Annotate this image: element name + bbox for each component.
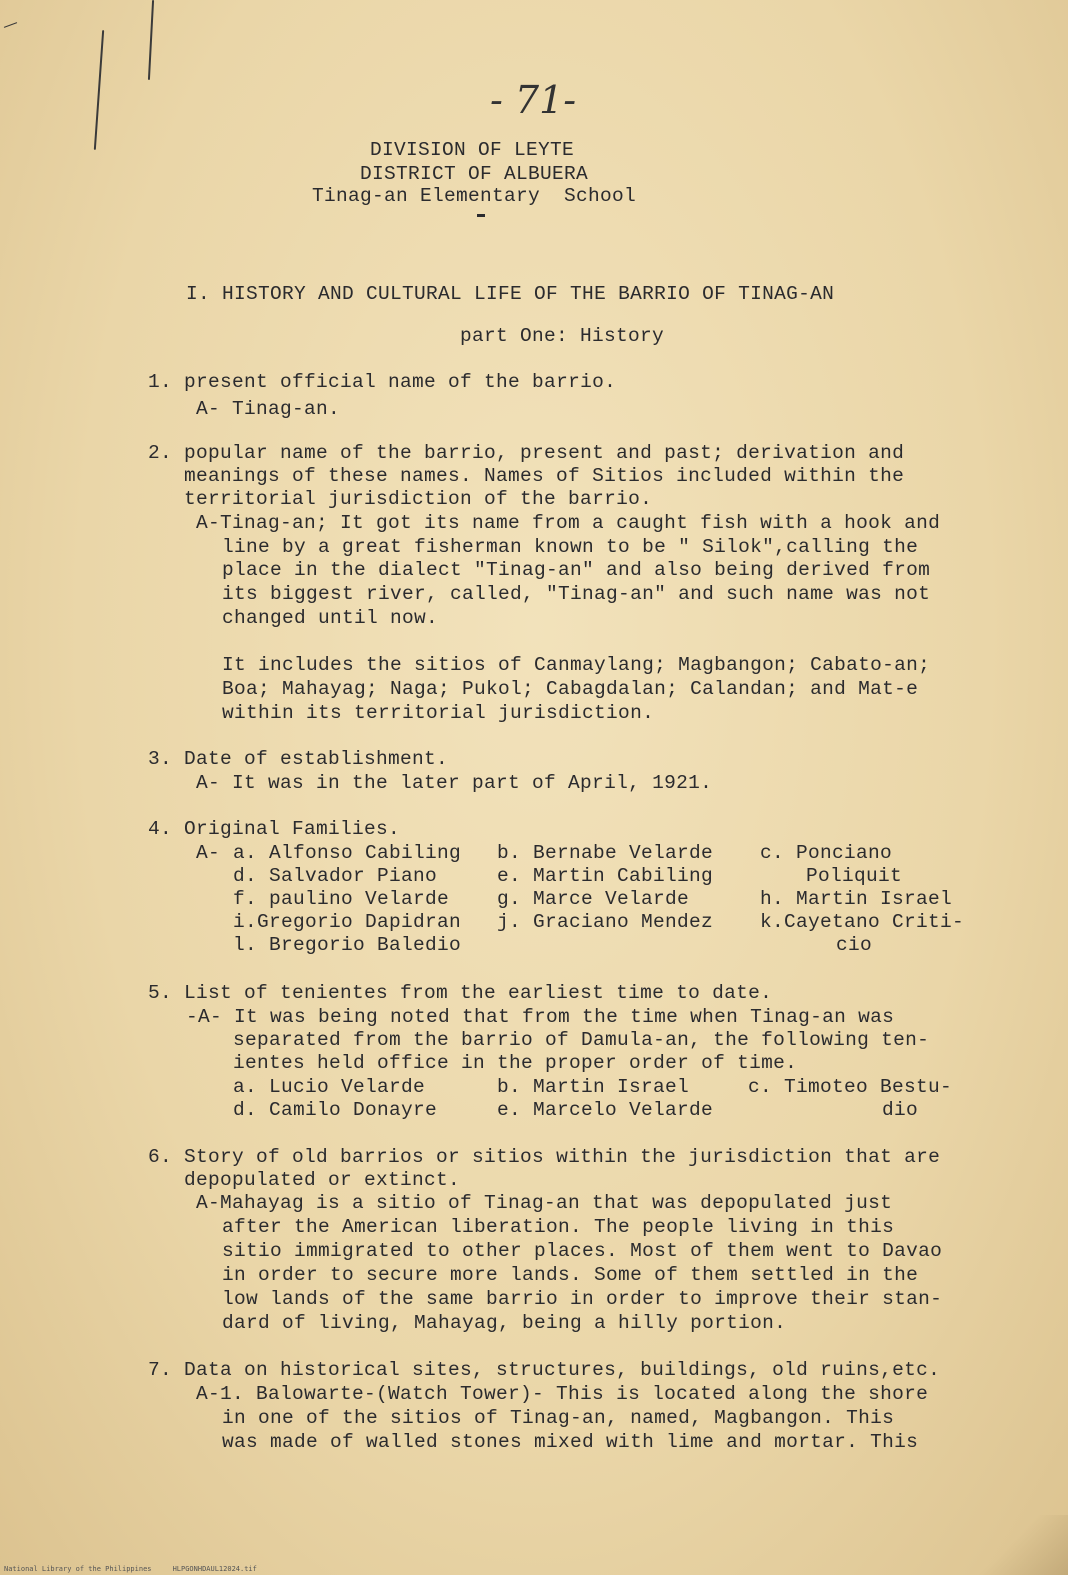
family-name: k.Cayetano Criti- — [760, 911, 965, 933]
family-name: g. Marce Velarde — [497, 888, 690, 910]
family-name: b. Bernabe Velarde — [497, 842, 714, 864]
item-4-prefix: A- — [196, 842, 221, 864]
teniente-name: b. Martin Israel — [497, 1076, 690, 1098]
item-5-answer-line: ientes held office in the proper order of time. — [233, 1052, 798, 1074]
item-4-question: 4. Original Families. — [148, 818, 401, 840]
teniente-name: c. Timoteo Bestu- — [748, 1076, 953, 1098]
pen-stroke — [94, 30, 104, 150]
item-2-sitios-line: within its territorial jurisdiction. — [222, 702, 655, 724]
part-title: part One: History — [460, 325, 665, 347]
family-name: a. Alfonso Cabiling — [233, 842, 462, 864]
pen-stroke — [148, 0, 154, 80]
item-6-answer-line: after the American liberation. The people living in this — [222, 1216, 895, 1238]
teniente-name: e. Marcelo Velarde — [497, 1099, 714, 1121]
header-dash — [477, 214, 485, 217]
family-name: cio — [800, 934, 873, 956]
item-5-question: 5. List of tenientes from the earliest time to date. — [148, 982, 773, 1004]
family-name: f. paulino Velarde — [233, 888, 450, 910]
item-2-sitios-line: It includes the sitios of Canmaylang; Magbangon; Cabato-an; — [222, 654, 931, 676]
item-2-answer-line: A-Tinag-an; It got its name from a caught fish with a hook and — [196, 512, 941, 534]
item-6-question-line: depopulated or extinct. — [184, 1169, 461, 1191]
item-2-answer-line: line by a great fisherman known to be " Silok",calling the — [222, 536, 919, 558]
item-7-answer-line: A-1. Balowarte-(Watch Tower)- This is located along the shore — [196, 1383, 929, 1405]
header-division: DIVISION OF LEYTE — [370, 139, 575, 161]
family-name: Poliquit — [770, 865, 903, 887]
family-name: i.Gregorio Dapidran — [233, 911, 462, 933]
item-5-answer-line: -A- It was being noted that from the time when Tinag-an was — [186, 1006, 895, 1028]
pen-tick — [4, 22, 17, 28]
section-title: I. HISTORY AND CULTURAL LIFE OF THE BARRIO OF TINAG-AN — [186, 283, 835, 305]
family-name: c. Ponciano — [760, 842, 893, 864]
teniente-name: d. Camilo Donayre — [233, 1099, 438, 1121]
item-6-answer-line: in order to secure more lands. Some of them settled in the — [222, 1264, 919, 1286]
item-1-answer: A- Tinag-an. — [196, 398, 341, 420]
item-2-question-line: territorial jurisdiction of the barrio. — [184, 488, 653, 510]
item-2-answer-line: place in the dialect "Tinag-an" and also being derived from — [222, 559, 931, 581]
header-school: Tinag-an Elementary School — [312, 185, 637, 207]
item-2-answer-line: its biggest river, called, "Tinag-an" and such name was not — [222, 583, 931, 605]
item-3-answer: A- It was in the later part of April, 1921. — [196, 772, 713, 794]
item-7-answer-line: in one of the sitios of Tinag-an, named, Magbangon. This — [222, 1407, 895, 1429]
family-name: e. Martin Cabiling — [497, 865, 714, 887]
item-6-answer-line: A-Mahayag is a sitio of Tinag-an that was depopulated just — [196, 1192, 893, 1214]
item-6-question-line: 6. Story of old barrios or sitios within the jurisdiction that are — [148, 1146, 941, 1168]
teniente-name: dio — [846, 1099, 919, 1121]
item-2-answer-line: changed until now. — [222, 607, 439, 629]
item-6-answer-line: sitio immigrated to other places. Most of them went to Davao — [222, 1240, 943, 1262]
item-3-question: 3. Date of establishment. — [148, 748, 449, 770]
item-7-question: 7. Data on historical sites, structures, buildings, old ruins,etc. — [148, 1359, 941, 1381]
item-5-answer-line: separated from the barrio of Damula-an, the following ten- — [233, 1029, 930, 1051]
family-name: h. Martin Israel — [760, 888, 953, 910]
item-7-answer-line: was made of walled stones mixed with lime and mortar. This — [222, 1431, 919, 1453]
item-6-answer-line: dard of living, Mahayag, being a hilly portion. — [222, 1312, 787, 1334]
item-2-question-line: 2. popular name of the barrio, present and past; derivation and — [148, 442, 905, 464]
item-2-question-line: meanings of these names. Names of Sitios included within the — [184, 465, 905, 487]
header-district: DISTRICT OF ALBUERA — [360, 163, 589, 185]
page-corner-shadow — [948, 1515, 1068, 1575]
archive-footer: National Library of the Philippines HLPGONHDAUL12024.tif — [4, 1565, 257, 1573]
item-6-answer-line: low lands of the same barrio in order to improve their stan- — [222, 1288, 943, 1310]
family-name: j. Graciano Mendez — [497, 911, 714, 933]
teniente-name: a. Lucio Velarde — [233, 1076, 426, 1098]
family-name: l. Bregorio Baledio — [233, 934, 462, 956]
page-number: - 71- — [490, 78, 577, 122]
family-name: d. Salvador Piano — [233, 865, 438, 887]
item-2-sitios-line: Boa; Mahayag; Naga; Pukol; Cabagdalan; Calandan; and Mat-e — [222, 678, 919, 700]
item-1-question: 1. present official name of the barrio. — [148, 371, 617, 393]
